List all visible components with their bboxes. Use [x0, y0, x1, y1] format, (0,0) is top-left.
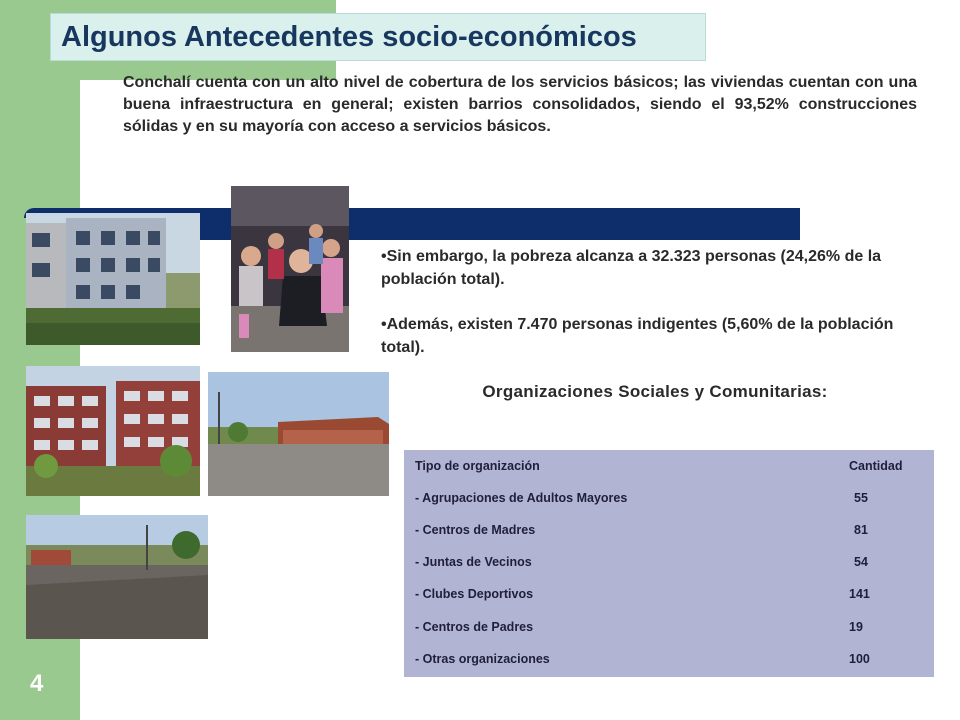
row-count: 55: [854, 491, 868, 505]
row-type: - Clubes Deportivos: [415, 587, 534, 601]
photo-plaza: [208, 372, 389, 496]
table-row: [404, 587, 934, 607]
table-row: [404, 652, 934, 672]
row-type: - Otras organizaciones: [415, 652, 550, 666]
table-row: [404, 523, 934, 543]
table-row: [404, 555, 934, 575]
table-row: [404, 620, 934, 640]
header-type: Tipo de organización: [415, 459, 540, 473]
row-type: - Juntas de Vecinos: [415, 555, 532, 569]
header-count: Cantidad: [849, 459, 903, 473]
table-header: [404, 459, 934, 479]
bullet-indigent: •Además, existen 7.470 personas indigentes (5,60% de la población total).: [381, 316, 894, 356]
row-type: - Agrupaciones de Adultos Mayores: [415, 491, 628, 505]
row-count: 81: [854, 523, 868, 537]
photo-apartment-building: [26, 213, 200, 345]
bullet-poverty: •Sin embargo, la pobreza alcanza a 32.323 personas (24,26% de la población total).: [381, 248, 882, 288]
row-count: 19: [849, 620, 863, 634]
organizations-title: Organizaciones Sociales y Comunitarias:: [482, 382, 828, 401]
page-number: 4: [30, 670, 44, 697]
table-row: [404, 491, 934, 511]
photo-red-apartments: [26, 366, 200, 496]
slide-title-text: Algunos Antecedentes socio-económicos: [61, 20, 637, 53]
row-type: - Centros de Madres: [415, 523, 536, 537]
row-count: 141: [849, 587, 870, 601]
photo-street: [26, 515, 208, 639]
row-count: 54: [854, 555, 868, 569]
row-type: - Centros de Padres: [415, 620, 534, 634]
poverty-bullets: [381, 245, 926, 381]
organizations-table: [404, 450, 934, 677]
intro-paragraph: Conchalí cuenta con un alto nivel de cobertura de los servicios básicos; las viviendas cuentan con una buena infraestructura en general; existen barrios consolidados, siendo el 93,52% construcciones sólidas y en su mayoría con acceso a servicios básicos.: [123, 74, 917, 135]
slide-title: [50, 13, 706, 61]
row-count: 100: [849, 652, 870, 666]
photo-dancing-elders: [231, 186, 349, 352]
